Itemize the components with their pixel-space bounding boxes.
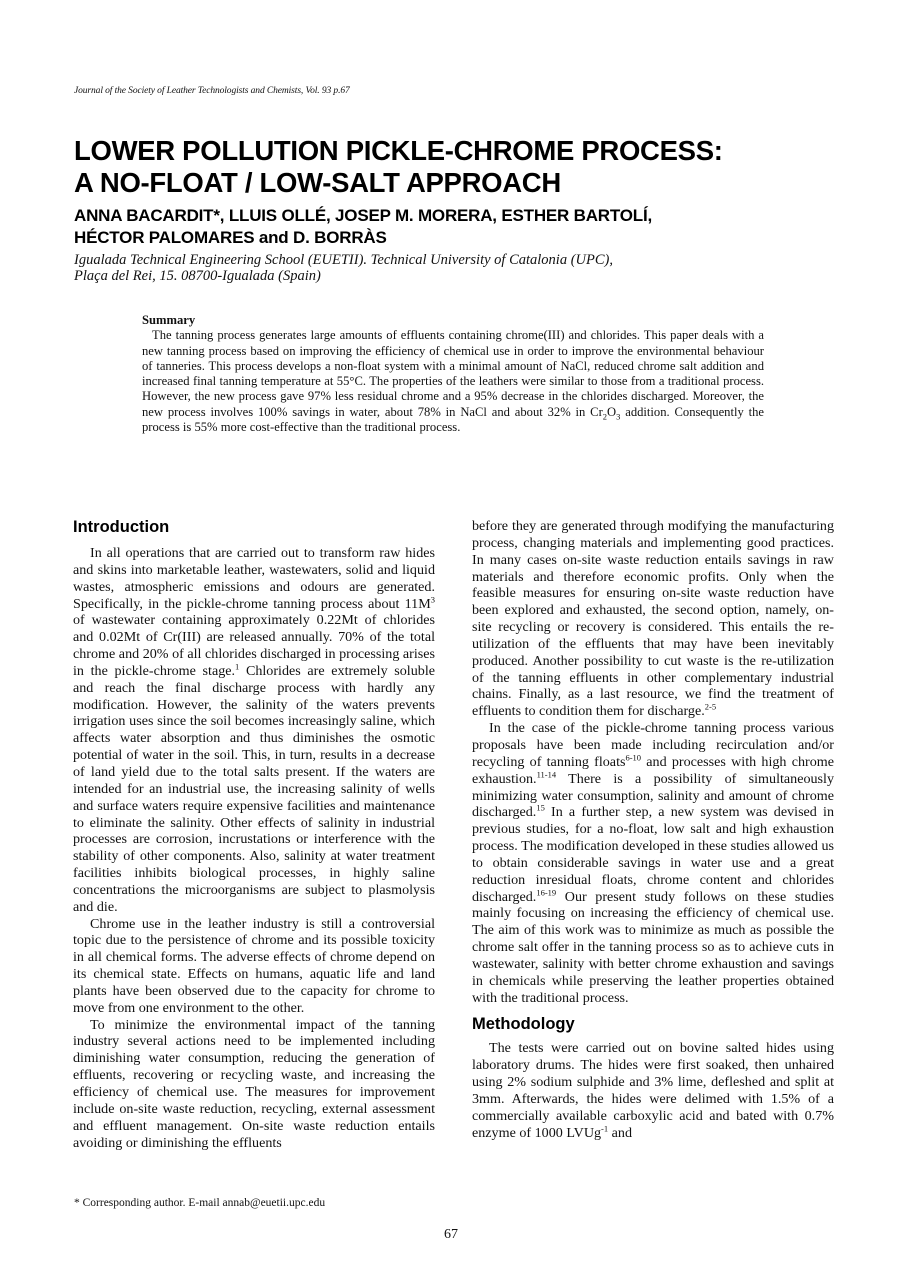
affiliation-line-1: Igualada Technical Engineering School (EUETII). Technical University of Catalonia (UPC), bbox=[74, 252, 613, 268]
superscript: 3 bbox=[430, 593, 435, 604]
left-column bbox=[73, 517, 435, 1151]
text-part: In a further step, a new system was devised in previous studies, for a no-float, low salt and high exhaustion process. The modification developed in these studies allowed us to obtain considerable savings in water use and a great reduction inresidual floats, chrome content and chlorides discharged. bbox=[472, 804, 834, 905]
citation-ref: 2-5 bbox=[704, 701, 717, 712]
intro-paragraph-2: Chrome use in the leather industry is still a controversial topic due to the persistence of chrome and its possible toxicity in all chemical forms. The adverse effects of chrome depend on its chemical state. Effects on humans, aquatic life and land plants have been observed due to the capacity for chrome to move from one environment to the other. bbox=[73, 915, 435, 1016]
introduction-heading: Introduction bbox=[73, 518, 170, 536]
summary-text-part: The tanning process generates large amounts of effluents containing chrome(III) and chlorides. This paper deals with a new tanning process based on improving the efficiency of chemical use in order to improve the environmental behaviour of tanneries. This process develops a non-float system with a minimal amount of NaCl, reduced chrome salt addition and increased final tanning temperature at 55°C. The properties of the leathers were similar to those from a traditional process. However, the new process gave 97% less residual chrome and a 95% decrease in the chlorides discharged. Moreover, the new process involves 100% savings in water, about 78% in NaCl and about 32% in Cr bbox=[142, 328, 764, 419]
intro-paragraph-1 bbox=[73, 545, 435, 916]
summary-text-part: addition. Consequently the process is 55% more cost-effective than the traditional process. bbox=[142, 404, 764, 435]
intro-paragraph-4 bbox=[472, 720, 834, 1006]
right-column bbox=[472, 518, 834, 1142]
citation-ref: 1 bbox=[235, 661, 240, 672]
methodology-paragraph-1 bbox=[472, 1040, 834, 1141]
summary-abstract bbox=[142, 313, 764, 435]
journal-header: Journal of the Society of Leather Technologists and Chemists, Vol. 93 p.67 bbox=[74, 86, 350, 96]
paper-title bbox=[74, 135, 834, 199]
text-part: of wastewater containing approximately 0.22Mt of chlorides and 0.02Mt of Cr(III) are released annually. 70% of the total chrome and 20% of all chlorides discharged in processing arises in the pickle-chrome stage. bbox=[73, 612, 435, 679]
intro-paragraph-3-continued bbox=[472, 518, 834, 720]
affiliation bbox=[74, 252, 834, 284]
title-line-2: A NO-FLOAT / LOW-SALT APPROACH bbox=[74, 167, 561, 198]
superscript: -1 bbox=[601, 1123, 609, 1133]
intro-paragraph-3: To minimize the environmental impact of the tanning industry several actions need to be implemented including diminishing water consumption, reducing the generation of effluents, recovering or recycling waste, and increasing the efficiency of chemical use. The measures for improvement include on-site waste reduction, recycling, external assessment and effluent management. On-site waste reduction entails avoiding or diminishing the effluents bbox=[73, 1016, 435, 1151]
text-part: Our present study follows on these studies mainly focusing on increasing the efficiency of chemical use. The aim of this work was to minimize as much as possible the chrome salt offer in the tanning process so as to achieve cuts in wastewater, salinity with better chrome exhaustion and savings in chemicals while preserving the leather properties obtained with the traditional process. bbox=[472, 888, 834, 1006]
citation-ref: 16-19 bbox=[536, 886, 557, 897]
methodology-heading: Methodology bbox=[472, 1015, 575, 1034]
text-part: Chlorides are extremely soluble and reach the final discharge process with hardly any modification. However, the salinity of the waters prevents irrigation uses since the soil becomes increasingly saline, which affects water absorption and thus diminishes the osmotic potential of water in the soil. This, in turn, results in a decrease of land yield due to the total salts present. If the waters are intended for an industrial use, the increasing salinity of wells and surface waters require expensive facilities and maintenance to eliminate the salinity. Other effects of salinity in industrial processes are corrosion, incrustations or interference with the stability of other components. Also, salinity at water treatment facilities inhibits biological processes, in highly saline concentrations the microorganisms are subject to plasmolysis and die. bbox=[73, 662, 435, 915]
summary-text-part: O bbox=[607, 404, 617, 419]
citation-ref: 15 bbox=[536, 802, 545, 813]
summary-heading: Summary bbox=[142, 313, 196, 327]
corresponding-author-footnote: * Corresponding author. E-mail annab@euetii.upc.edu bbox=[74, 1197, 326, 1209]
authors-line-2: HÉCTOR PALOMARES and D. BORRÀS bbox=[74, 228, 387, 247]
affiliation-line-2: Plaça del Rei, 15. 08700-Igualada (Spain) bbox=[74, 268, 321, 284]
text-part: There is a possibility of simultaneously minimizing water consumption, salinity and amount of chrome discharged. bbox=[472, 770, 834, 821]
author-list bbox=[74, 205, 834, 249]
subscript: 3 bbox=[616, 411, 621, 422]
text-part: before they are generated through modifying the manufacturing process, changing materials and implementing good practices. In many cases on-site waste reduction entails savings in raw materials and therefore economic profits. Only when the feasible measures for ensuring on-site waste reduction have been explored and exhausted, the second option, namely, on-site recycling or recovery is considered. This entails the re-utilization of the effluents that may have been inevitably produced. Another possibility to cut waste is the re-utilization of the tanning effluents in other complementary industrial chains. Finally, as a last resource, we find the treatment of effluents to condition them for discharge. bbox=[472, 518, 834, 720]
text-part: In all operations that are carried out to transform raw hides and skins into marketable leather, wastewaters, solid and liquid wastes, atmospheric emissions and odours are generated. Specifically, in the pickle-chrome tanning process about 11M bbox=[73, 545, 435, 612]
citation-ref: 11-14 bbox=[536, 768, 557, 779]
citation-ref: 6-10 bbox=[625, 752, 642, 763]
summary-text bbox=[142, 328, 764, 435]
page-number: 67 bbox=[444, 1227, 458, 1242]
text-part: In the case of the pickle-chrome tanning process various proposals have been made including recirculation and/or recycling of tanning floats bbox=[472, 720, 834, 770]
text-part: and processes with high chrome exhaustion. bbox=[472, 753, 834, 787]
title-line-1: LOWER POLLUTION PICKLE-CHROME PROCESS: bbox=[74, 135, 723, 166]
authors-line-1: ANNA BACARDIT*, LLUIS OLLÉ, JOSEP M. MORERA, ESTHER BARTOLÍ, bbox=[74, 206, 652, 225]
subscript: 2 bbox=[602, 411, 608, 422]
text-part: The tests were carried out on bovine salted hides using laboratory drums. The hides were first soaked, then unhaired using 2% sodium sulphide and 3% lime, defleshed and split at 3mm. Afterwards, the hides were delimed with 1.5% of a commercially available carboxylic acid and bated with 0.7% enzyme of 1000 LVUg bbox=[472, 1040, 834, 1141]
text-part: and bbox=[608, 1124, 633, 1141]
